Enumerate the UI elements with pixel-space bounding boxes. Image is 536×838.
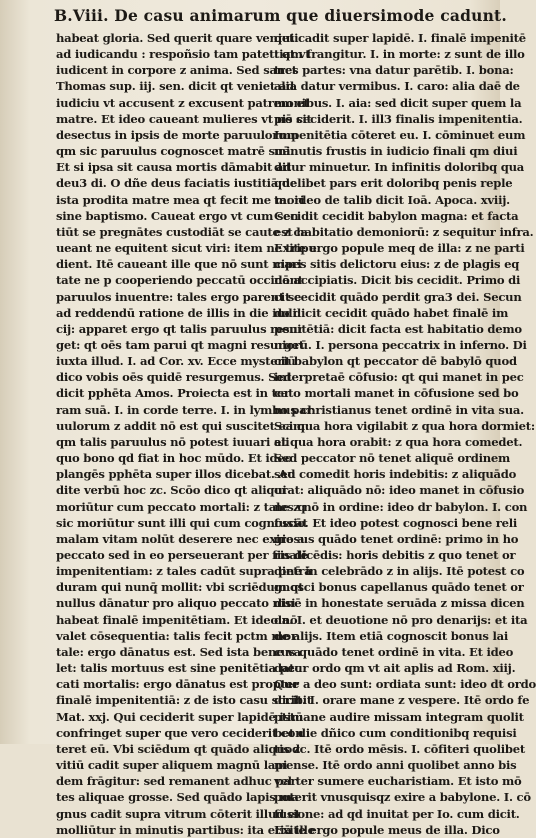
text-line: plangēs pphēta super illos dicebat. Au (56, 467, 296, 482)
text-line: tis zc. Itē ordo mēsis. I. cōfiteri quolibet (274, 741, 525, 756)
text-line: confringet super que vero ceciderit con (56, 725, 304, 740)
text-line: dient. Itē caueant ille que nō sunt mari (56, 257, 302, 272)
text-line: tes aliquae grosse. Sed quādo lapis ma (56, 790, 299, 805)
text-line: ptimane audire missam integram quolit (274, 709, 524, 724)
text-line: quo bono qd fiat in hoc mūdo. Et ideo (56, 451, 293, 466)
text-line: tiam frangitur. I. in morte: z sunt de illo (274, 47, 525, 62)
text-line: dicit pphēta Amos. Proiecta est in ter (56, 386, 290, 401)
text-line: poterit vnusquisqz exire a babylone. I. cō (274, 790, 531, 805)
text-line: sine baptismo. Caueat ergo vt cum sen (56, 208, 299, 223)
text-line: dicit. I. orare mane z vespere. Itē ordo fe (274, 693, 530, 708)
text-line: Sed peccator nō tenet aliquē ordinem (274, 451, 511, 466)
text-line: paruulos inuentre: tales ergo parent se (56, 289, 302, 304)
text-line: nō accipiatis. Dicit bis cecidit. Primo di (274, 273, 521, 288)
text-line: ditur minuetur. In infinitis doloribq qua (274, 160, 525, 175)
text-line: dem frāgitur: sed remanent adhuc par (56, 774, 297, 789)
text-line: uulorum z addit nō est qui suscitet eam: (56, 418, 309, 433)
text-line: tale: ergo dānatus est. Sed ista bene va (56, 644, 301, 659)
text-line: nus christianus tenet ordinē in vita sua. (274, 402, 524, 417)
text-line: valet cōsequentia: talis fecit pctm mor (56, 628, 297, 643)
text-columns (56, 30, 536, 837)
text-line: penitētiā: dicit facta est habitatio demo (274, 321, 522, 336)
text-line: gnosci bonus capellanus quādo tenet or (274, 580, 524, 595)
text-line: ad reddendū ratione de illis in die iudi (56, 305, 297, 320)
text-line: nullus dānatur pro aliquo peccato nisi (56, 596, 296, 611)
text-line: et qua hora orabit: z qua hora comedet. (274, 434, 523, 449)
text-line: iudicent in corpore z anima. Sed sanct (56, 63, 297, 78)
text-line: fusio. Et ideo potest cognosci bene reli (274, 515, 518, 530)
text-line: tiūt se pregnātes custodiāt se caute z ca (56, 224, 308, 239)
text-line: cit cecidit quādo perdit gra3 dei. Secun (274, 289, 522, 304)
text-line: teret eū. Vbi sciēdum qt quādo aliquod (56, 741, 300, 756)
text-line: tres partes: vna datur parētib. I. bona: (274, 63, 514, 78)
text-line: vitiū cadit super aliquem magnū lapi (56, 758, 288, 773)
text-line: cit babylon qt peccator dē babylō quod (274, 354, 517, 369)
text-line: Que a deo sunt: ordiata sunt: ideo dt ordo (274, 677, 536, 692)
text-line: sic moriūtur sunt illi qui cum cognoscāt (56, 515, 308, 530)
text-line: Impenitētia cōteret eu. I. cōminuet eum (274, 127, 526, 142)
text-line: Mat. xxj. Qui ceciderit super lapidē istū (56, 709, 304, 724)
text-line: iudiciu vt accusent z excusent patrem et (56, 95, 309, 110)
text-line: cus quādo tenet ordinē in vita. Et ideo (274, 644, 514, 659)
text-line: ne z nō in ordine: ideo dr babylon. I. con (274, 499, 528, 514)
text-line: molliūtur in minutis partibus: ita etiā ille (56, 822, 315, 837)
text-line: duram qui nunq̄ mollit: vbi scriēdum qt (56, 580, 304, 595)
text-line: cati mortalis: ergo dānatus est propter (56, 677, 299, 692)
text-line: cato mortali manet in cōfusione sed bo (274, 386, 519, 401)
text-line: iuxta illud. I. ad Cor. xv. Ecce mysteriū (56, 354, 296, 369)
text-line: Sci qua hora vigilabit z qua hora dormiet: (274, 418, 535, 433)
text-line: ueant ne equitent sicut viri: item ne tripu (56, 241, 317, 256)
text-line: monibus. I. aia: sed dicit super quem la (274, 95, 522, 110)
text-line: ad iudicandu : respoñsio tam patet: qt vt (56, 47, 311, 62)
text-line: vel ter sumere eucharistiam. Et isto mō (274, 774, 522, 789)
text-line: mense. Itē ordo anni quolibet anno bis (274, 758, 517, 773)
text-line: qm talis paruulus nō potest iuuari ali (56, 434, 290, 449)
text-line: est habitatio demoniorū: z sequitur infra. (274, 224, 534, 239)
text-line: habeat gloria. Sed querit quare venieti (56, 31, 299, 45)
text-line: cipes sitis delictoru eius: z de plagis eq (274, 257, 520, 272)
text-line: Thomas sup. iij. sen. dicit qt veniet ad (56, 79, 294, 94)
text-line: desectus in ipsis de morte paruulorum (56, 127, 299, 142)
text-line: bet die dñico cum conditionibq requisi (274, 725, 517, 740)
text-line: cij: apparet ergo qt talis paruulus resur (56, 321, 304, 336)
text-line: ista prodita matre mea qt fecit me mori (56, 192, 305, 207)
text-line: datur ordo qm vt ait aplis ad Rom. xiij. (274, 661, 516, 676)
running-head: B.Viii. De casu animarum que diuersimode cadunt. (54, 6, 508, 25)
text-line: ta: ideo de talib dicit Ioā. Apoca. xviij. (274, 192, 510, 207)
text-line: Exite ergo popule meus de illa. Dico (274, 822, 500, 837)
text-line: pis ceciderit. I. ill3 finalis impenitentia. (274, 111, 523, 126)
text-line: sed comedit horis indebitis: z aliquādo (274, 467, 517, 482)
text-line: quelibet pars erit doloribq penis reple (274, 176, 513, 191)
text-line: de alijs. Item etiā cognoscit bonus lai (274, 628, 509, 643)
text-line: malam vitam nolūt deserere nec exire a (56, 531, 305, 546)
text-line: let: talis mortuus est sine penitētia pec (56, 661, 302, 676)
text-line: impenitentiam: z tales cadūt supra petrā (56, 564, 312, 579)
text-line: Cecidit cecidit babylon magna: et facta (274, 208, 519, 223)
text-line: qm sic paruulus cognoscet matrē suā. (56, 144, 294, 159)
text-line: niorū. I. persona peccatrix in inferno. Di (274, 337, 527, 352)
text-line: alia datur vermibus. I. caro: alia daē de (274, 79, 520, 94)
text-line: peccato sed in eo perseuerant per finalē (56, 548, 308, 562)
right-column (274, 30, 536, 837)
text-line: dinē in celebrādo z in alijs. Itē potest co (274, 564, 525, 579)
text-line: dico vobis oēs quidē resurgemus. Sed (56, 370, 292, 385)
text-line: giosus quādo tenet ordinē: primo in ho (274, 531, 519, 546)
text-line: gnus cadit supra vitrum cōterit illud et (56, 806, 301, 821)
text-line: fusione: ad qd inuitat per Io. cum dicit. (274, 806, 520, 821)
text-line: Exite ergo popule meq de illa: z ne parti (274, 241, 525, 256)
text-line: dite verbū hoc zc. Scōo dico qt aliqui (56, 483, 287, 498)
text-line: finalē impenitentiā: z de isto casu scribit (56, 693, 312, 708)
text-line: da. I. et deuotione nō pro denarijs: et ita (274, 612, 528, 627)
text-line: get: qt oēs tam parui qt magni resurget (56, 337, 304, 352)
text-line: do dicit cecidit quādo habet finalē im (274, 305, 509, 320)
text-line: habeat finalē impenitētiam. Et ideo nō (56, 612, 298, 627)
text-line: orat: aliquādo nō: ideo manet in cōfusio (274, 483, 525, 498)
text-line: tate ne p cooperiendo peccatū occidant (56, 273, 303, 288)
left-column (56, 30, 317, 837)
text-line: interpretaē cōfusio: qt qui manet in pec (274, 370, 524, 385)
text-line: moriūtur cum peccato mortali: z tales q (56, 499, 306, 514)
text-line: Et si ipsa sit causa mortis dāmabit ad (56, 160, 292, 175)
text-line: minutis frustis in iudicio finali qm diui (274, 144, 518, 159)
text-line: matre. Et ideo caueant mulieres vt nō sit (56, 111, 312, 126)
text-line: ram suā. I. in corde terre. I. in lymbo par (56, 402, 313, 417)
text-line: qui cadit super lapidē. I. finalē impenitē (274, 31, 526, 45)
text-line: deu3 di. O dñe deus faciatis iustitiā de (56, 176, 297, 191)
text-line: ris dicēdis: horis debitis z quo tenet or (274, 548, 516, 562)
text-line: dinē in honestate seruāda z missa dicen (274, 596, 525, 611)
